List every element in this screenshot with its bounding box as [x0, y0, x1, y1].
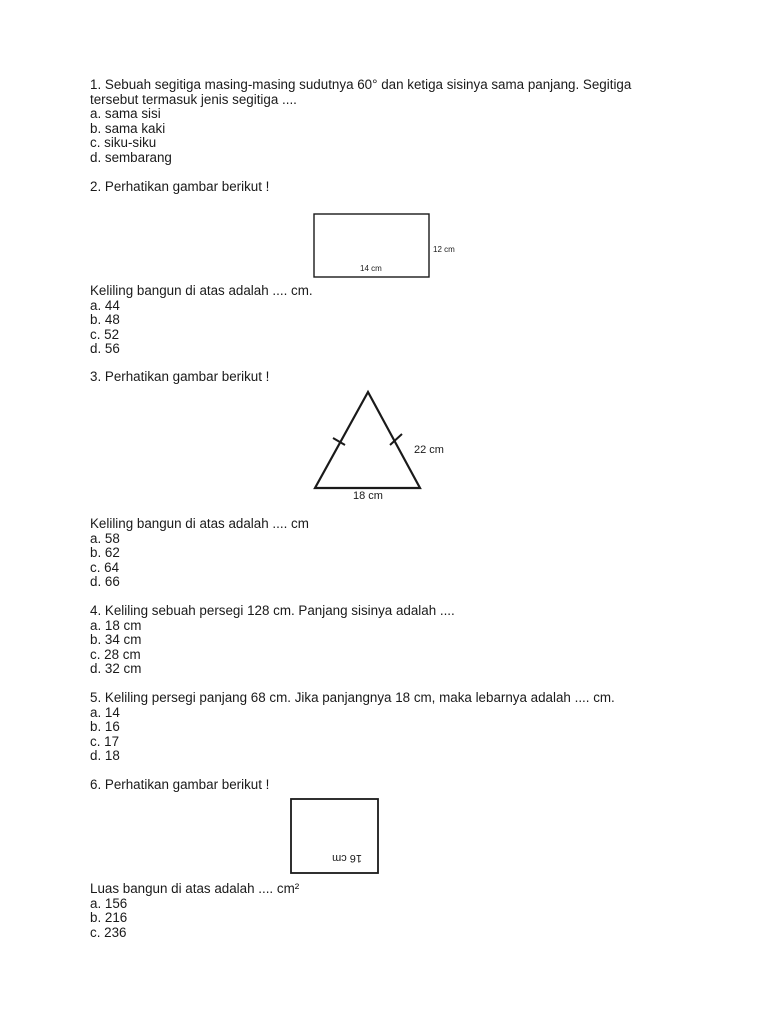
question-1-option-d: d. sembarang [90, 149, 172, 165]
question-6-follow-up: Luas bangun di atas adalah .... cm² [90, 881, 300, 896]
question-4-option-b: b. 34 cm [90, 632, 142, 648]
triangle-shape [315, 392, 420, 488]
question-3-body [90, 517, 690, 590]
question-5-option-b: b. 16 [90, 719, 120, 735]
question-6-stem-line-1: 6. Perhatikan gambar berikut ! [90, 777, 270, 792]
question-6-option-a: a. 156 [90, 895, 128, 911]
question-2-body [90, 284, 690, 357]
question-6-stem [90, 778, 690, 793]
question-4-option-d: d. 32 cm [90, 661, 142, 677]
triangle-figure [310, 386, 470, 508]
question-2-stem [90, 180, 690, 195]
question-3-option-c: c. 64 [90, 559, 120, 575]
rectangle-side-label: 12 cm [433, 245, 455, 254]
question-5-option-c: c. 17 [90, 733, 120, 749]
question-5 [90, 691, 690, 764]
square-inner-label: 16 cm [332, 852, 362, 864]
question-1-stem-line-1: 1. Sebuah segitiga masing-masing sudutnya 60° dan ketiga sisinya sama panjang. Segitiga [90, 77, 632, 92]
question-6-option-c: c. 236 [90, 924, 127, 940]
question-1 [90, 78, 690, 166]
question-3-option-a: a. 58 [90, 530, 120, 546]
question-2-option-a: a. 44 [90, 297, 120, 313]
triangle-side-label: 22 cm [414, 444, 444, 456]
question-2-stem-line-1: 2. Perhatikan gambar berikut ! [90, 179, 270, 194]
question-4 [90, 604, 690, 677]
question-5-stem: 5. Keliling persegi panjang 68 cm. Jika panjangnya 18 cm, maka lebarnya adalah .... cm. [90, 690, 615, 705]
question-3-stem [90, 370, 690, 385]
question-1-stem-line-2: tersebut termasuk jenis segitiga .... [90, 91, 297, 107]
question-5-option-a: a. 14 [90, 704, 120, 720]
question-2-option-b: b. 48 [90, 312, 120, 328]
question-3-follow-up: Keliling bangun di atas adalah .... cm [90, 516, 309, 531]
question-1-option-c: c. siku-siku [90, 135, 157, 151]
question-3-option-d: d. 66 [90, 574, 120, 590]
question-2-option-d: d. 56 [90, 341, 120, 357]
question-4-option-c: c. 28 cm [90, 646, 141, 662]
question-6-option-b: b. 216 [90, 910, 128, 926]
question-2-option-c: c. 52 [90, 326, 120, 342]
square-figure [289, 797, 383, 881]
question-1-option-a: a. sama sisi [90, 106, 161, 122]
question-3-stem-line-1: 3. Perhatikan gambar berikut ! [90, 369, 270, 384]
question-4-option-a: a. 18 cm [90, 617, 142, 633]
question-5-option-d: d. 18 [90, 748, 120, 764]
rectangle-bottom-label: 14 cm [360, 264, 382, 273]
question-2-follow-up: Keliling bangun di atas adalah .... cm. [90, 283, 313, 298]
question-1-option-b: b. sama kaki [90, 120, 166, 136]
question-4-stem: 4. Keliling sebuah persegi 128 cm. Panjang sisinya adalah .... [90, 603, 455, 618]
question-3-option-b: b. 62 [90, 545, 120, 561]
question-6-body [90, 882, 690, 940]
triangle-base-label: 18 cm [353, 490, 383, 502]
rectangle-figure [312, 212, 472, 286]
